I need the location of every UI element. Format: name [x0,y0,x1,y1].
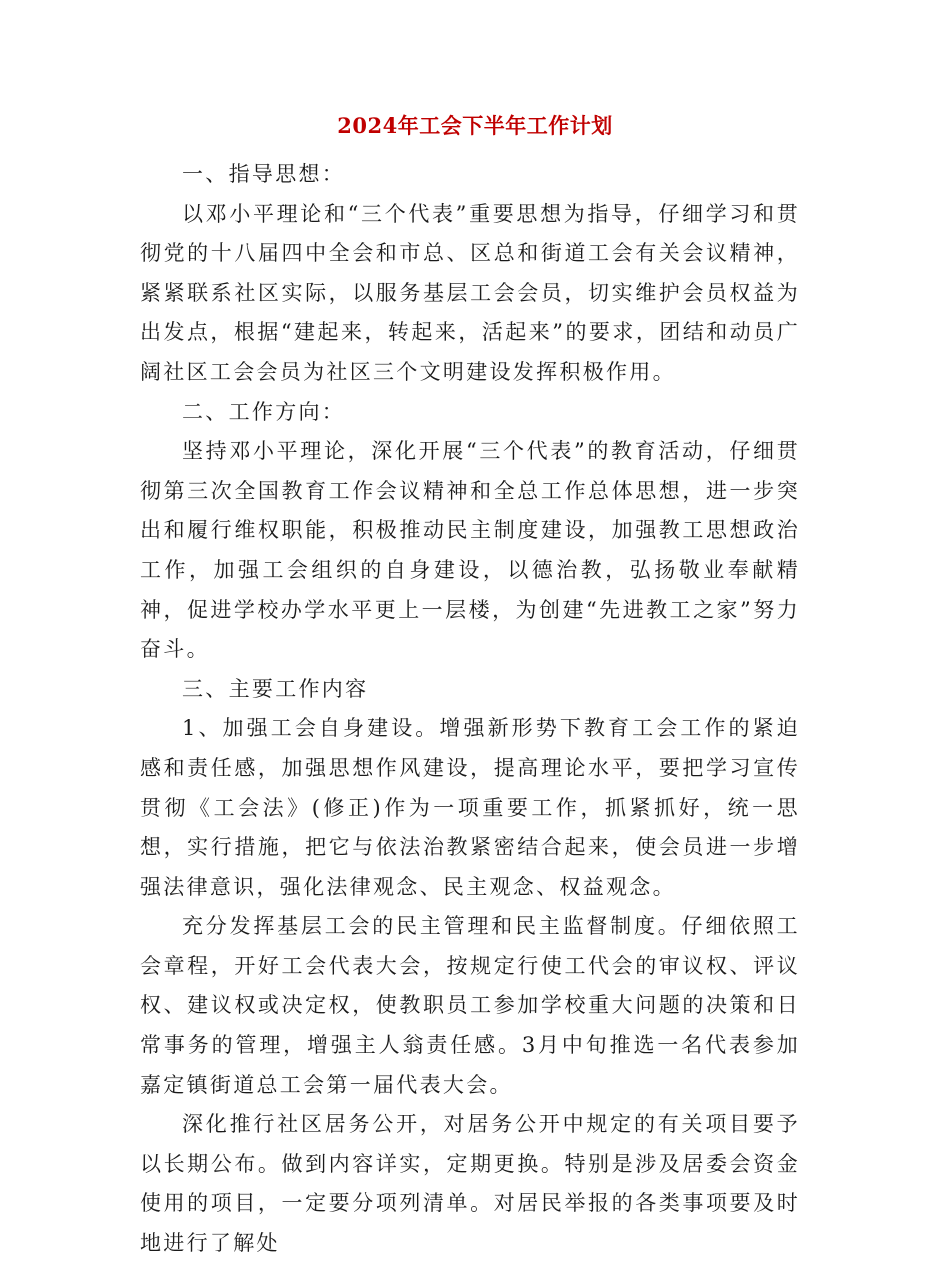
paragraph-guiding-ideology: 以邓小平理论和“三个代表”重要思想为指导，仔细学习和贯彻党的十八届四中全会和市总、区总和街道工会有关会议精神，紧紧联系社区实际，以服务基层工会会员，切实维护会员权益为出发点，根据“建起来，转起来，活起来”的要求，团结和动员广阔社区工会会员为社区三个文明建设发挥积极作用。 [140,201,800,384]
section-heading-main-content: 三、主要工作内容 [182,676,369,701]
paragraph-democratic-management: 充分发挥基层工会的民主管理和民主监督制度。仔细依照工会章程，开好工会代表大会，按规定行使工代会的审议权、评议权、建议权或决定权，使教职员工参加学校重大问题的决策和日常事务的管理，增强主人翁责任感。3月中旬推选一名代表参加嘉定镇街道总工会第一届代表大会。 [140,914,800,1097]
paragraph-affairs-disclosure: 深化推行社区居务公开，对居务公开中规定的有关项目要予以长期公布。做到内容详实，定期更换。特别是涉及居委会资金使用的项目，一定要分项列清单。对居民举报的各类事项要及时地进行了解处 [140,1112,800,1256]
section-heading-guiding-ideology: 一、指导思想： [182,162,346,186]
document-body [140,155,800,1264]
paragraph-work-direction: 坚持邓小平理论，深化开展“三个代表”的教育活动，仔细贯彻第三次全国教育工作会议精神和全总工作总体思想，进一步突出和履行维权职能，积极推动民主制度建设，加强教工思想政治工作，加强工会组织的自身建设，以德治教，弘扬敬业奉献精神，促进学校办学水平更上一层楼，为创建“先进教工之家”努力奋斗。 [140,439,800,662]
document-title: 2024年工会下半年工作计划 [337,113,613,138]
section-heading-work-direction: 二、工作方向： [182,399,346,424]
paragraph-self-construction: 1、加强工会自身建设。增强新形势下教育工会工作的紧迫感和责任感，加强思想作风建设，提高理论水平，要把学习宣传贯彻《工会法》(修正)作为一项重要工作，抓紧抓好，统一思想，实行措施，把它与依法治教紧密结合起来，使会员进一步增强法律意识，强化法律观念、民主观念、权益观念。 [140,716,800,899]
